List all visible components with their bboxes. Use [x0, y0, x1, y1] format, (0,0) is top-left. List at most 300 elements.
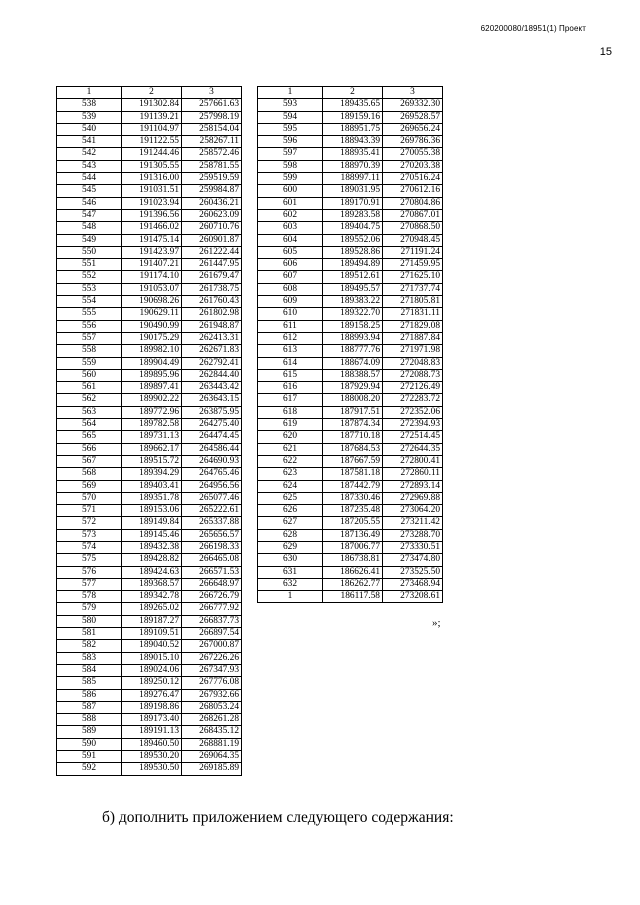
x-coordinate-cell: 191316.00 [122, 173, 182, 185]
y-coordinate-cell: 273211.42 [383, 517, 443, 529]
x-coordinate-cell: 187235.48 [323, 505, 383, 517]
table-header-row [258, 87, 443, 99]
point-number-cell: 556 [57, 320, 122, 332]
y-coordinate-cell: 269528.57 [383, 111, 443, 123]
table-row [57, 394, 242, 406]
x-coordinate-cell: 189158.25 [323, 320, 383, 332]
table-row [258, 209, 443, 221]
table-row [57, 566, 242, 578]
y-coordinate-cell: 271887.84 [383, 332, 443, 344]
point-number-cell: 619 [258, 419, 323, 431]
x-coordinate-cell: 187917.51 [323, 406, 383, 418]
x-coordinate-cell: 191423.97 [122, 246, 182, 258]
table-row [57, 701, 242, 713]
table-row [258, 308, 443, 320]
table-row [57, 689, 242, 701]
x-coordinate-cell: 188997.11 [323, 173, 383, 185]
point-number-cell: 547 [57, 209, 122, 221]
y-coordinate-cell: 270203.38 [383, 160, 443, 172]
x-coordinate-cell: 191396.56 [122, 209, 182, 221]
x-coordinate-cell: 187581.18 [323, 468, 383, 480]
point-number-cell: 613 [258, 345, 323, 357]
table-row [57, 628, 242, 640]
table-row [57, 136, 242, 148]
y-coordinate-cell: 271805.81 [383, 296, 443, 308]
x-coordinate-cell: 189904.49 [122, 357, 182, 369]
x-coordinate-cell: 187442.79 [323, 480, 383, 492]
point-number-cell: 630 [258, 554, 323, 566]
x-coordinate-cell: 186738.81 [323, 554, 383, 566]
point-number-cell: 572 [57, 517, 122, 529]
table-header-row [57, 87, 242, 99]
point-number-cell: 553 [57, 283, 122, 295]
y-coordinate-cell: 260710.76 [182, 222, 242, 234]
x-coordinate-cell: 186262.77 [323, 578, 383, 590]
x-coordinate-cell: 189494.89 [323, 259, 383, 271]
y-coordinate-cell: 270612.16 [383, 185, 443, 197]
y-coordinate-cell: 273064.20 [383, 505, 443, 517]
y-coordinate-cell: 261738.75 [182, 283, 242, 295]
table-row [258, 160, 443, 172]
x-coordinate-cell: 189276.47 [122, 689, 182, 701]
point-number-cell: 586 [57, 689, 122, 701]
y-coordinate-cell: 273288.70 [383, 529, 443, 541]
y-coordinate-cell: 272893.14 [383, 480, 443, 492]
y-coordinate-cell: 272126.49 [383, 382, 443, 394]
table-row [57, 283, 242, 295]
table-row [258, 99, 443, 111]
y-coordinate-cell: 269064.35 [182, 751, 242, 763]
y-coordinate-cell: 264474.45 [182, 431, 242, 443]
point-number-cell: 578 [57, 591, 122, 603]
x-coordinate-cell: 191174.10 [122, 271, 182, 283]
x-coordinate-cell: 187136.49 [323, 529, 383, 541]
point-number-cell: 591 [57, 751, 122, 763]
point-number-cell: 592 [57, 763, 122, 775]
table-row [57, 148, 242, 160]
table-row [57, 382, 242, 394]
point-number-cell: 574 [57, 541, 122, 553]
point-number-cell: 583 [57, 652, 122, 664]
x-coordinate-cell: 191031.51 [122, 185, 182, 197]
x-coordinate-cell: 189351.78 [122, 492, 182, 504]
point-number-cell: 609 [258, 296, 323, 308]
point-number-cell: 590 [57, 738, 122, 750]
table-row [57, 714, 242, 726]
y-coordinate-cell: 261802.98 [182, 308, 242, 320]
coordinates-table-right [257, 86, 443, 603]
point-number-cell: 569 [57, 480, 122, 492]
y-coordinate-cell: 271191.24 [383, 246, 443, 258]
point-number-cell: 577 [57, 578, 122, 590]
point-number-cell: 620 [258, 431, 323, 443]
y-coordinate-cell: 270868.50 [383, 222, 443, 234]
x-coordinate-cell: 189662.17 [122, 443, 182, 455]
y-coordinate-cell: 261948.87 [182, 320, 242, 332]
table-row [57, 308, 242, 320]
table-row [57, 468, 242, 480]
point-number-cell: 584 [57, 664, 122, 676]
x-coordinate-cell: 189342.78 [122, 591, 182, 603]
table-row [258, 296, 443, 308]
y-coordinate-cell: 264690.93 [182, 455, 242, 467]
point-number-cell: 606 [258, 259, 323, 271]
y-coordinate-cell: 267932.66 [182, 689, 242, 701]
point-number-cell: 605 [258, 246, 323, 258]
x-coordinate-cell: 187205.55 [323, 517, 383, 529]
point-number-cell: 582 [57, 640, 122, 652]
table-row [258, 492, 443, 504]
point-number-cell: 631 [258, 566, 323, 578]
point-number-cell: 548 [57, 222, 122, 234]
x-coordinate-cell: 188993.94 [323, 332, 383, 344]
point-number-cell: 560 [57, 369, 122, 381]
point-number-cell: 627 [258, 517, 323, 529]
y-coordinate-cell: 266198.33 [182, 541, 242, 553]
table-row [57, 185, 242, 197]
point-number-cell: 568 [57, 468, 122, 480]
x-coordinate-cell: 191407.21 [122, 259, 182, 271]
table-row [57, 603, 242, 615]
y-coordinate-cell: 270804.86 [383, 197, 443, 209]
y-coordinate-cell: 267000.87 [182, 640, 242, 652]
x-coordinate-cell: 189322.70 [323, 308, 383, 320]
x-coordinate-cell: 187667.59 [323, 455, 383, 467]
point-number-cell: 538 [57, 99, 122, 111]
x-coordinate-cell: 189435.65 [323, 99, 383, 111]
x-coordinate-cell: 189428.82 [122, 554, 182, 566]
y-coordinate-cell: 264586.44 [182, 443, 242, 455]
table-row [57, 541, 242, 553]
y-coordinate-cell: 258572.46 [182, 148, 242, 160]
y-coordinate-cell: 266837.73 [182, 615, 242, 627]
x-coordinate-cell: 189460.50 [122, 738, 182, 750]
y-coordinate-cell: 257998.19 [182, 111, 242, 123]
x-coordinate-cell: 188008.20 [323, 394, 383, 406]
table-row [57, 677, 242, 689]
y-coordinate-cell: 269786.36 [383, 136, 443, 148]
y-coordinate-cell: 261679.47 [182, 271, 242, 283]
y-coordinate-cell: 273468.94 [383, 578, 443, 590]
x-coordinate-cell: 191104.97 [122, 123, 182, 135]
table-row [57, 320, 242, 332]
table-row [258, 111, 443, 123]
y-coordinate-cell: 267347.93 [182, 664, 242, 676]
point-number-cell: 580 [57, 615, 122, 627]
table-row [57, 492, 242, 504]
table-row [57, 332, 242, 344]
point-number-cell: 558 [57, 345, 122, 357]
y-coordinate-cell: 268435.12 [182, 726, 242, 738]
table-row [57, 246, 242, 258]
point-number-cell: 539 [57, 111, 122, 123]
point-number-cell: 546 [57, 197, 122, 209]
x-coordinate-cell: 189895.96 [122, 369, 182, 381]
point-number-cell: 593 [258, 99, 323, 111]
x-coordinate-cell: 187710.18 [323, 431, 383, 443]
x-coordinate-cell: 189173.40 [122, 714, 182, 726]
x-coordinate-cell: 189198.86 [122, 701, 182, 713]
y-coordinate-cell: 272283.72 [383, 394, 443, 406]
point-number-cell: 632 [258, 578, 323, 590]
x-coordinate-cell: 191466.02 [122, 222, 182, 234]
x-coordinate-cell: 191023.94 [122, 197, 182, 209]
table-row [258, 443, 443, 455]
y-coordinate-cell: 272969.88 [383, 492, 443, 504]
y-coordinate-cell: 260901.87 [182, 234, 242, 246]
table-row [258, 345, 443, 357]
table-row [258, 173, 443, 185]
x-coordinate-cell: 191244.46 [122, 148, 182, 160]
table-row [57, 455, 242, 467]
x-coordinate-cell: 189265.02 [122, 603, 182, 615]
point-number-cell: 542 [57, 148, 122, 160]
x-coordinate-cell: 189782.58 [122, 419, 182, 431]
y-coordinate-cell: 262844.40 [182, 369, 242, 381]
table-row [57, 591, 242, 603]
y-coordinate-cell: 262671.83 [182, 345, 242, 357]
x-coordinate-cell: 189109.51 [122, 628, 182, 640]
column-header: 3 [182, 87, 242, 99]
y-coordinate-cell: 273330.51 [383, 541, 443, 553]
table-row [57, 578, 242, 590]
x-coordinate-cell: 189153.06 [122, 505, 182, 517]
table-row [57, 419, 242, 431]
x-coordinate-cell: 189495.57 [323, 283, 383, 295]
y-coordinate-cell: 269332.30 [383, 99, 443, 111]
x-coordinate-cell: 189250.12 [122, 677, 182, 689]
x-coordinate-cell: 189159.16 [323, 111, 383, 123]
x-coordinate-cell: 187874.34 [323, 419, 383, 431]
table-row [57, 197, 242, 209]
x-coordinate-cell: 189528.86 [323, 246, 383, 258]
x-coordinate-cell: 190175.29 [122, 332, 182, 344]
x-coordinate-cell: 189383.22 [323, 296, 383, 308]
y-coordinate-cell: 260436.21 [182, 197, 242, 209]
y-coordinate-cell: 264956.56 [182, 480, 242, 492]
y-coordinate-cell: 273525.50 [383, 566, 443, 578]
point-number-cell: 561 [57, 382, 122, 394]
point-number-cell: 621 [258, 443, 323, 455]
table-row [258, 271, 443, 283]
x-coordinate-cell: 191475.14 [122, 234, 182, 246]
x-coordinate-cell: 189191.13 [122, 726, 182, 738]
x-coordinate-cell: 189982.10 [122, 345, 182, 357]
y-coordinate-cell: 257661.63 [182, 99, 242, 111]
table-row [57, 111, 242, 123]
y-coordinate-cell: 264275.40 [182, 419, 242, 431]
table-row [57, 529, 242, 541]
y-coordinate-cell: 266648.97 [182, 578, 242, 590]
x-coordinate-cell: 189424.63 [122, 566, 182, 578]
point-number-cell: 541 [57, 136, 122, 148]
table-row [258, 455, 443, 467]
table-row [258, 185, 443, 197]
point-number-cell: 576 [57, 566, 122, 578]
x-coordinate-cell: 189530.50 [122, 763, 182, 775]
point-number-cell: 600 [258, 185, 323, 197]
x-coordinate-cell: 189530.20 [122, 751, 182, 763]
table-row [258, 369, 443, 381]
table-row [258, 259, 443, 271]
x-coordinate-cell: 187929.94 [323, 382, 383, 394]
table-row [57, 443, 242, 455]
point-number-cell: 565 [57, 431, 122, 443]
point-number-cell: 1 [258, 591, 323, 603]
table-row [57, 431, 242, 443]
y-coordinate-cell: 268053.24 [182, 701, 242, 713]
table-row [57, 738, 242, 750]
table-row [57, 640, 242, 652]
point-number-cell: 563 [57, 406, 122, 418]
table-row [258, 136, 443, 148]
column-header: 3 [383, 87, 443, 99]
x-coordinate-cell: 188388.57 [323, 369, 383, 381]
table-row [57, 652, 242, 664]
y-coordinate-cell: 267776.08 [182, 677, 242, 689]
y-coordinate-cell: 261447.95 [182, 259, 242, 271]
y-coordinate-cell: 271459.95 [383, 259, 443, 271]
x-coordinate-cell: 190490.99 [122, 320, 182, 332]
x-coordinate-cell: 186626.41 [323, 566, 383, 578]
x-coordinate-cell: 188935.41 [323, 148, 383, 160]
point-number-cell: 594 [258, 111, 323, 123]
x-coordinate-cell: 187330.46 [323, 492, 383, 504]
table-row [57, 271, 242, 283]
point-number-cell: 540 [57, 123, 122, 135]
table-row [258, 357, 443, 369]
point-number-cell: 545 [57, 185, 122, 197]
y-coordinate-cell: 266777.92 [182, 603, 242, 615]
table-row [258, 382, 443, 394]
x-coordinate-cell: 189432.38 [122, 541, 182, 553]
y-coordinate-cell: 258267.11 [182, 136, 242, 148]
point-number-cell: 575 [57, 554, 122, 566]
coordinates-table-left [56, 86, 242, 776]
point-number-cell: 579 [57, 603, 122, 615]
y-coordinate-cell: 272514.45 [383, 431, 443, 443]
y-coordinate-cell: 268881.19 [182, 738, 242, 750]
x-coordinate-cell: 190698.26 [122, 296, 182, 308]
y-coordinate-cell: 272352.06 [383, 406, 443, 418]
point-number-cell: 559 [57, 357, 122, 369]
point-number-cell: 612 [258, 332, 323, 344]
y-coordinate-cell: 263643.15 [182, 394, 242, 406]
table-row [258, 419, 443, 431]
y-coordinate-cell: 262792.41 [182, 357, 242, 369]
y-coordinate-cell: 271829.08 [383, 320, 443, 332]
x-coordinate-cell: 188777.76 [323, 345, 383, 357]
table-row [57, 259, 242, 271]
table-row [258, 480, 443, 492]
table-row [57, 234, 242, 246]
table-row [258, 431, 443, 443]
table-row [57, 406, 242, 418]
x-coordinate-cell: 189149.84 [122, 517, 182, 529]
x-coordinate-cell: 189394.29 [122, 468, 182, 480]
x-coordinate-cell: 189897.41 [122, 382, 182, 394]
point-number-cell: 596 [258, 136, 323, 148]
x-coordinate-cell: 189902.22 [122, 394, 182, 406]
point-number-cell: 601 [258, 197, 323, 209]
point-number-cell: 555 [57, 308, 122, 320]
y-coordinate-cell: 261760.43 [182, 296, 242, 308]
y-coordinate-cell: 260623.09 [182, 209, 242, 221]
point-number-cell: 608 [258, 283, 323, 295]
point-number-cell: 616 [258, 382, 323, 394]
column-header: 2 [323, 87, 383, 99]
table-row [57, 173, 242, 185]
y-coordinate-cell: 272088.73 [383, 369, 443, 381]
y-coordinate-cell: 263875.95 [182, 406, 242, 418]
x-coordinate-cell: 189015.10 [122, 652, 182, 664]
x-coordinate-cell: 187684.53 [323, 443, 383, 455]
table-row [57, 345, 242, 357]
table-row [258, 505, 443, 517]
y-coordinate-cell: 272860.11 [383, 468, 443, 480]
table-row [258, 529, 443, 541]
x-coordinate-cell: 189040.52 [122, 640, 182, 652]
point-number-cell: 610 [258, 308, 323, 320]
x-coordinate-cell: 188943.39 [323, 136, 383, 148]
table-row [258, 197, 443, 209]
x-coordinate-cell: 189772.96 [122, 406, 182, 418]
table-row [57, 209, 242, 221]
y-coordinate-cell: 268261.28 [182, 714, 242, 726]
column-header: 1 [258, 87, 323, 99]
point-number-cell: 624 [258, 480, 323, 492]
y-coordinate-cell: 270055.38 [383, 148, 443, 160]
table-row [57, 751, 242, 763]
y-coordinate-cell: 272394.93 [383, 419, 443, 431]
table-row [57, 726, 242, 738]
y-coordinate-cell: 267226.26 [182, 652, 242, 664]
point-number-cell: 573 [57, 529, 122, 541]
y-coordinate-cell: 262413.31 [182, 332, 242, 344]
y-coordinate-cell: 269656.24 [383, 123, 443, 135]
point-number-cell: 587 [57, 701, 122, 713]
y-coordinate-cell: 272048.83 [383, 357, 443, 369]
table-row [258, 554, 443, 566]
x-coordinate-cell: 189170.91 [323, 197, 383, 209]
y-coordinate-cell: 269185.89 [182, 763, 242, 775]
point-number-cell: 570 [57, 492, 122, 504]
x-coordinate-cell: 189403.41 [122, 480, 182, 492]
point-number-cell: 595 [258, 123, 323, 135]
point-number-cell: 566 [57, 443, 122, 455]
table-row [57, 99, 242, 111]
y-coordinate-cell: 270867.01 [383, 209, 443, 221]
point-number-cell: 552 [57, 271, 122, 283]
amendment-paragraph: б) дополнить приложением следующего содержания: [102, 809, 454, 826]
table-row [57, 369, 242, 381]
point-number-cell: 589 [57, 726, 122, 738]
x-coordinate-cell: 189187.27 [122, 615, 182, 627]
y-coordinate-cell: 258781.55 [182, 160, 242, 172]
table-row [57, 160, 242, 172]
table-row [258, 148, 443, 160]
x-coordinate-cell: 189368.57 [122, 578, 182, 590]
point-number-cell: 557 [57, 332, 122, 344]
table-row [258, 591, 443, 603]
x-coordinate-cell: 191302.84 [122, 99, 182, 111]
table-row [57, 615, 242, 627]
x-coordinate-cell: 191139.21 [122, 111, 182, 123]
page-number: 15 [599, 46, 612, 58]
point-number-cell: 588 [57, 714, 122, 726]
table-row [57, 222, 242, 234]
y-coordinate-cell: 271737.74 [383, 283, 443, 295]
